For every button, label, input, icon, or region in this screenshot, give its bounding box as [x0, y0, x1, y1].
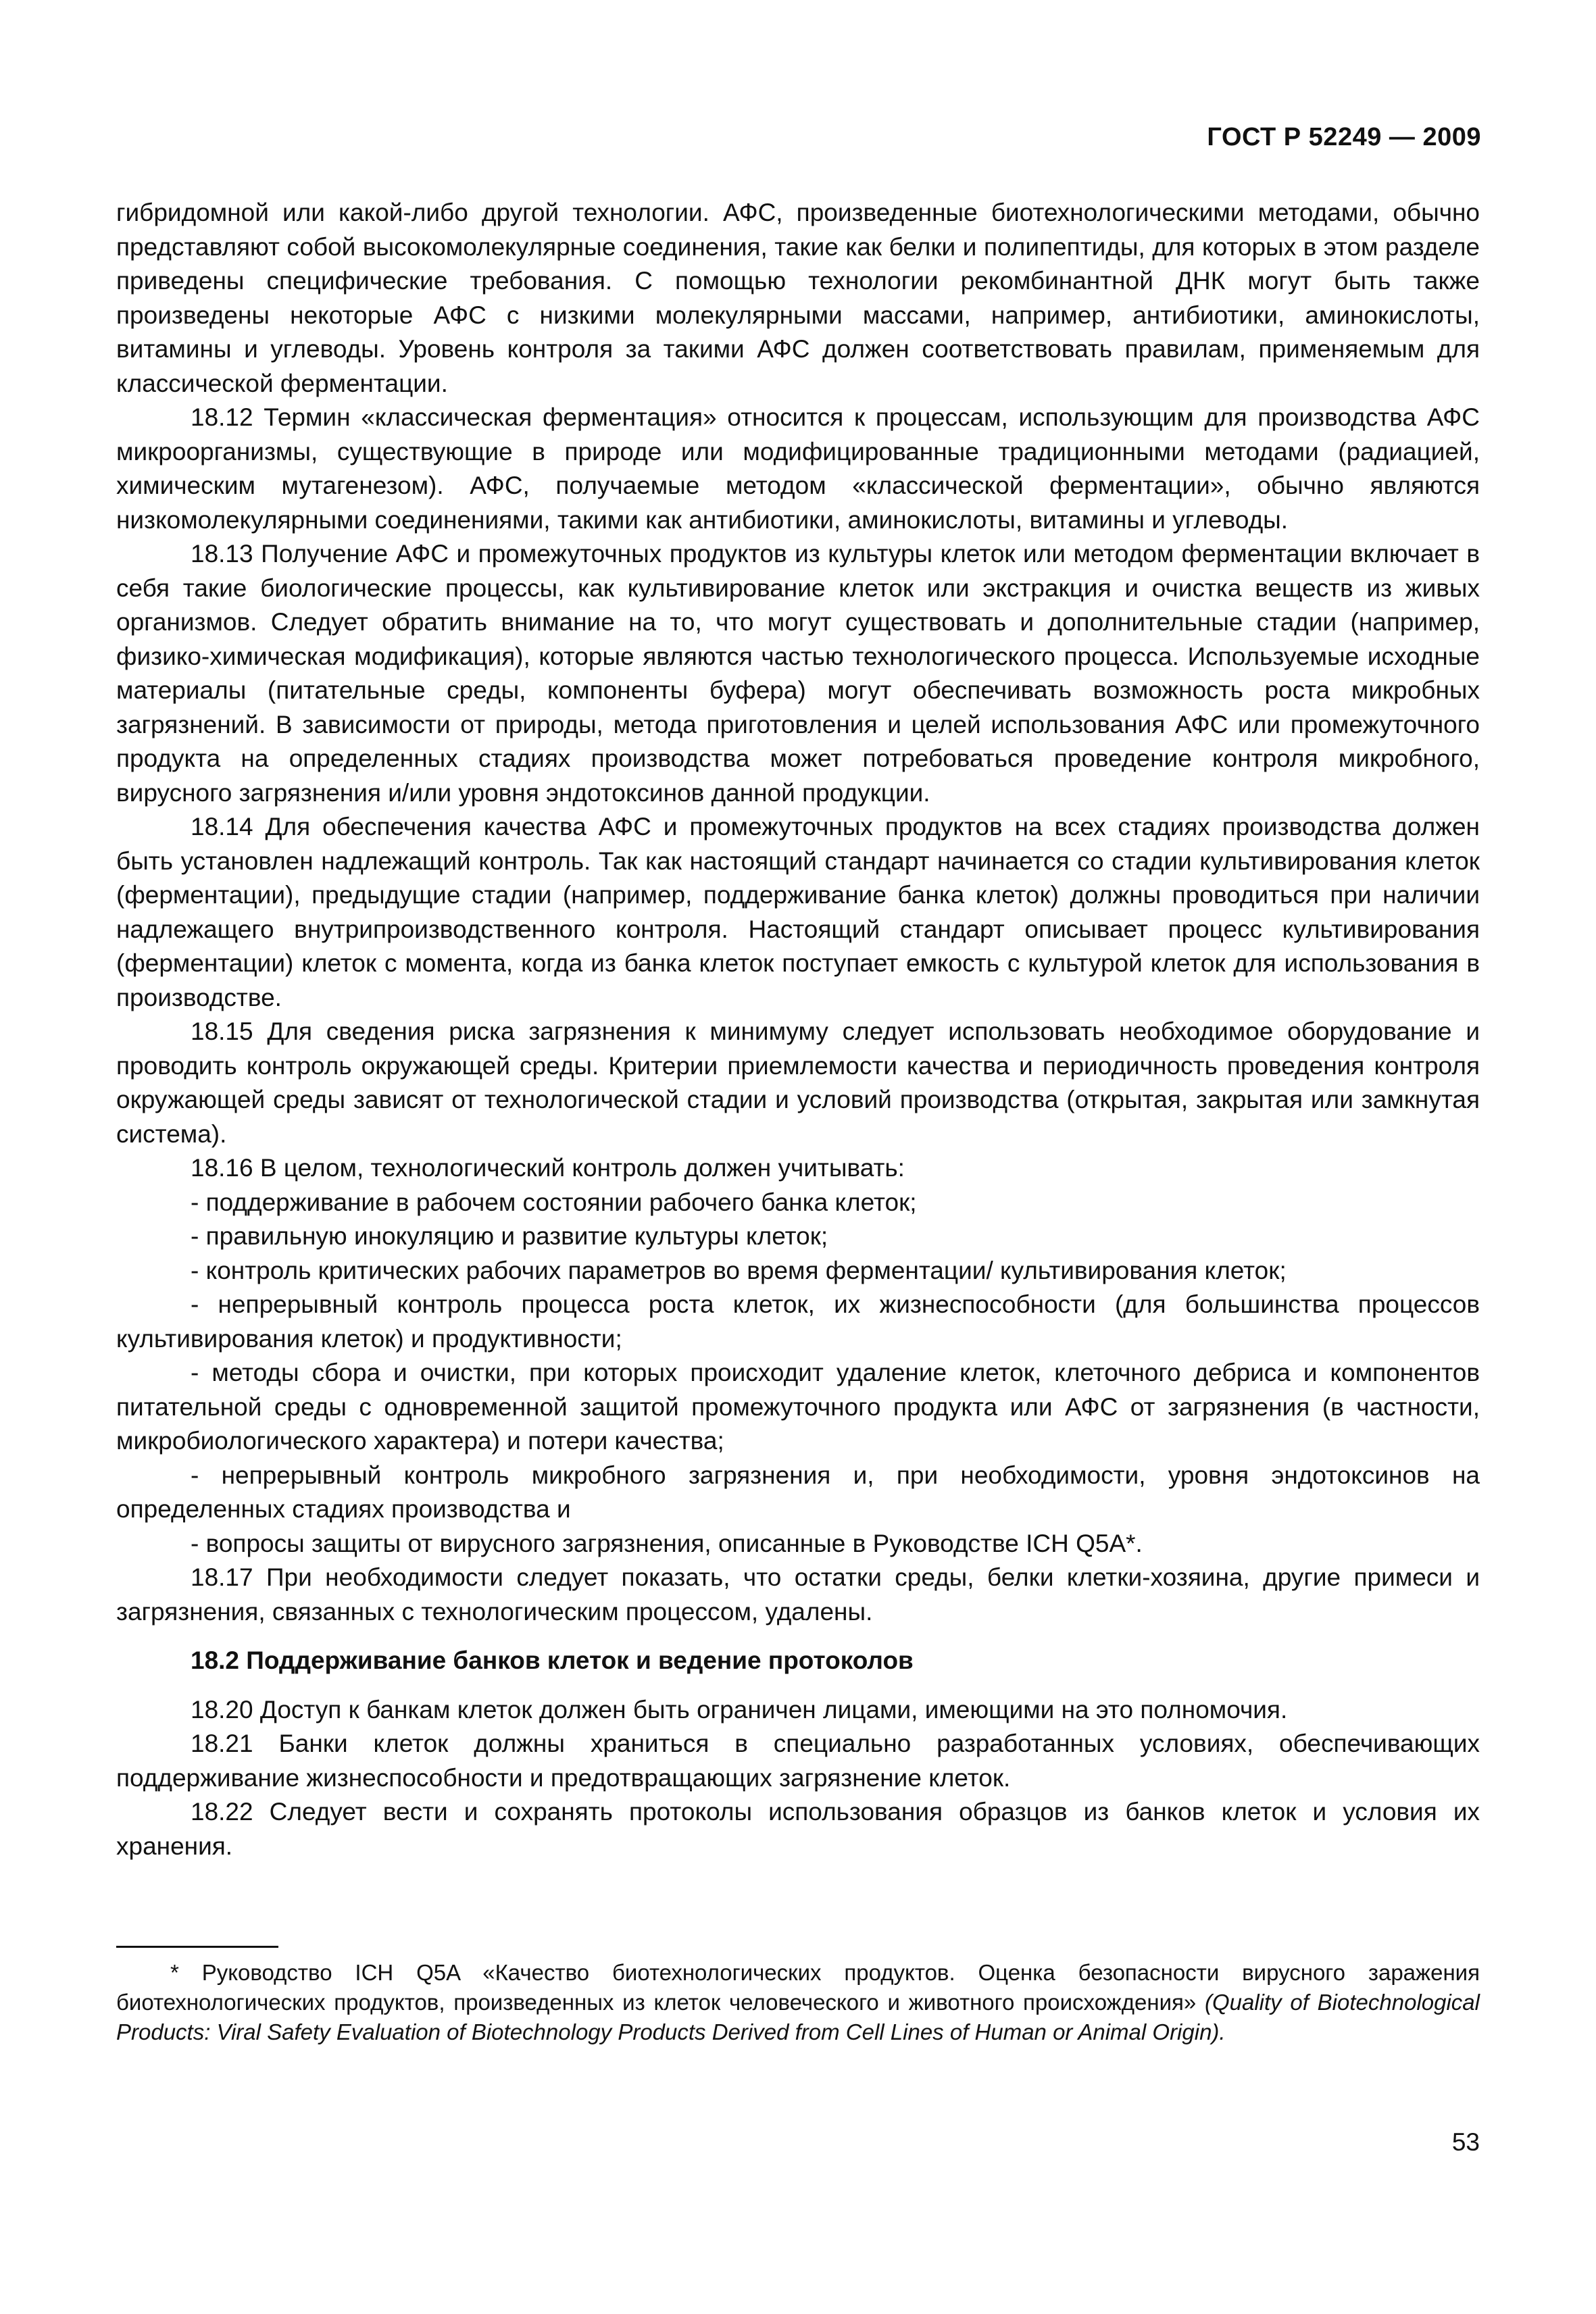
list-item: - поддерживание в рабочем состоянии рабочего банка клеток;	[191, 1188, 917, 1216]
list-item: - непрерывный контроль микробного загрязнения и, при необходимости, уровня эндотоксинов на определенных стадиях производства и	[116, 1461, 1480, 1523]
page-number: 53	[1451, 2128, 1480, 2156]
paragraph-18-14: 18.14 Для обеспечения качества АФС и промежуточных продуктов на всех стадиях производства должен быть установлен надлежащий контроль. Так как настоящий стандарт начинается со стадии культивирования клеток (ферментации), предыдущие стадии (например, поддерживание банка клеток) должны проводиться при наличии надлежащего внутрипроизводственного контроля. Настоящий стандарт описывает процесс культивирования (ферментации) клеток с момента, когда из банка клеток поступает емкость с культурой клеток для использования в производстве.	[116, 813, 1480, 1011]
paragraph-18-15: 18.15 Для сведения риска загрязнения к минимуму следует использовать необходимое оборудование и проводить контроль окружающей среды. Критерии приемлемости качества и периодичность проведения контроля окружающей среды зависят от технологической стадии и условий производства (открытая, закрытая или замкнутая система).	[116, 1017, 1480, 1148]
paragraph-18-13: 18.13 Получение АФС и промежуточных продуктов из культуры клеток или методом ферментации включает в себя такие биологические процессы, как культивирование клеток или экстракция и очистка веществ из живых организмов. Следует обратить внимание на то, что могут существовать и дополнительные стадии (например, физико-химическая модификация), которые являются частью технологического процесса. Используемые исходные материалы (питательные среды, компоненты буфера) могут обеспечивать возможность роста микробных загрязнений. В зависимости от природы, метода приготовления и целей использования АФС или промежуточного продукта на определенных стадиях производства может потребоваться проведение контроля микробного, вирусного загрязнения и/или уровня эндотоксинов данной продукции.	[116, 540, 1480, 807]
paragraph-18-20: 18.20 Доступ к банкам клеток должен быть ограничен лицами, имеющими на это полномочия.	[191, 1695, 1288, 1724]
paragraph-continuation: гибридомной или какой-либо другой технологии. АФС, произведенные биотехнологическими методами, обычно представляют собой высокомолекулярные соединения, такие как белки и полипептиды, для которых в этом разделе приведены специфические требования. С помощью технологии рекомбинантной ДНК могут быть также произведены некоторые АФС с низкими молекулярными массами, например, антибиотики, аминокислоты, витамины и углеводы. Уровень контроля за такими АФС должен соответствовать правилам, применяемым для классической ферментации.	[116, 199, 1480, 397]
paragraph-18-21: 18.21 Банки клеток должны храниться в специально разработанных условиях, обеспечивающих поддерживание жизнеспособности и предотвращающих загрязнение клеток.	[116, 1730, 1480, 1792]
paragraph-18-22: 18.22 Следует вести и сохранять протоколы использования образцов из банков клеток и условия их хранения.	[116, 1798, 1480, 1860]
footnote	[116, 1958, 1480, 2047]
list-item: - контроль критических рабочих параметров во время ферментации/ культивирования клеток;	[191, 1256, 1287, 1284]
section-heading: 18.2 Поддерживание банков клеток и ведение протоколов	[191, 1646, 914, 1674]
paragraph-18-16: 18.16 В целом, технологический контроль должен учитывать:	[191, 1154, 905, 1182]
list-item: - методы сбора и очистки, при которых происходит удаление клеток, клеточного дебриса и компонентов питательной среды с одновременной защитой промежуточного продукта или АФС от загрязнения (в частности, микробиологического характера) и потери качества;	[116, 1359, 1480, 1455]
footnote-divider	[116, 1946, 278, 1948]
paragraph-18-12: 18.12 Термин «классическая ферментация» относится к процессам, использующим для производства АФС микроорганизмы, существующие в природе или модифицированные традиционными методами (радиацией, химическим мутагенезом). АФС, получаемые методом «классической ферментации», обычно являются низкомолекулярными соединениями, такими как антибиотики, аминокислоты, витамины и углеводы.	[116, 403, 1480, 534]
list-item: - правильную инокуляцию и развитие культуры клеток;	[191, 1222, 828, 1250]
page-header-standard: ГОСТ Р 52249 — 2009	[1207, 123, 1481, 151]
list-item: - непрерывный контроль процесса роста клеток, их жизнеспособности (для большинства процессов культивирования клеток) и продуктивности;	[116, 1290, 1480, 1353]
paragraph-18-17: 18.17 При необходимости следует показать, что остатки среды, белки клетки-хозяина, другие примеси и загрязнения, связанных с технологическим процессом, удалены.	[116, 1563, 1480, 1626]
footnote-text-ru: * Руководство ICH Q5A «Качество биотехнологических продуктов. Оценка безопасности вирусного заражения биотехнологических продуктов, произведенных из клеток человеческого и животного происхождения»	[116, 1960, 1480, 2015]
footnote-text-en: (Quality of Biotechnological Products: Viral Safety Evaluation of Biotechnology Products Derived from Cell Lines of Human or Animal Origin).	[116, 1990, 1480, 2044]
list-item: - вопросы защиты от вирусного загрязнения, описанные в Руководстве ICH Q5A*.	[191, 1529, 1143, 1557]
body-text	[116, 196, 1480, 1863]
